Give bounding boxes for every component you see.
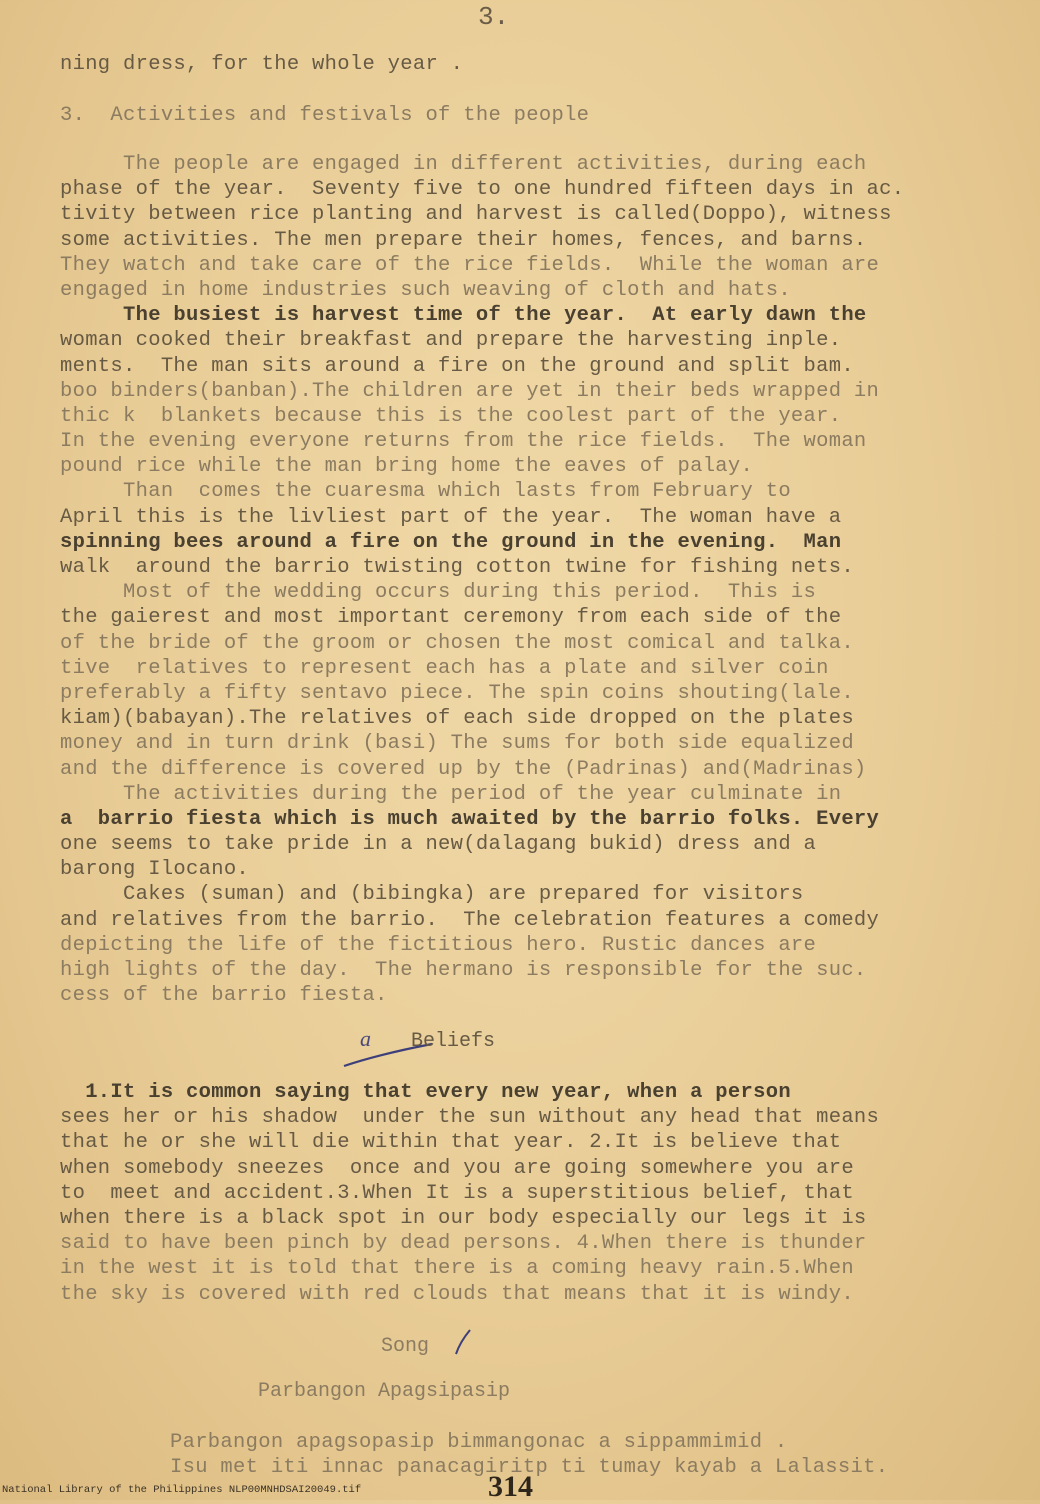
beliefs-line: sees her or his shadow under the sun without any head that means	[60, 1106, 880, 1130]
body-line: Most of the wedding occurs during this period. This is	[60, 581, 817, 605]
song-heading: Song	[381, 1335, 430, 1358]
body-line: and the difference is covered up by the (Padrinas) and(Madrinas)	[60, 757, 867, 781]
beliefs-line: 1.It is common saying that every new year, when a person	[60, 1081, 791, 1104]
body-line: The activities during the period of the year culminate in	[60, 782, 842, 806]
body-line: phase of the year. Seventy five to one hundred fifteen days in ac.	[60, 178, 905, 202]
body-line: depicting the life of the fictitious hero. Rustic dances are	[60, 933, 817, 957]
top-line: ning dress, for the whole year .	[60, 53, 464, 76]
body-line: pound rice while the man bring home the eaves of palay.	[60, 455, 754, 479]
body-line: one seems to take pride in a new(dalagang bukid) dress and a	[60, 833, 817, 857]
beliefs-line: in the west it is told that there is a coming heavy rain.5.When	[60, 1257, 854, 1281]
beliefs-line: that he or she will die within that year. 2.It is believe that	[60, 1131, 842, 1155]
body-line: Cakes (suman) and (bibingka) are prepared for visitors	[60, 883, 804, 907]
body-line: a barrio fiesta which is much awaited by the barrio folks. Every	[60, 807, 880, 831]
song-line: Isu met iti innac panacagiritp ti tumay kayab a Lalassit.	[170, 1456, 889, 1479]
body-line: cess of the barrio fiesta.	[60, 984, 388, 1008]
body-line: woman cooked their breakfast and prepare the harvesting inple.	[60, 329, 842, 353]
body-line: boo binders(banban).The children are yet in their beds wrapped in	[60, 379, 880, 403]
beliefs-heading: Beliefs	[411, 1030, 496, 1053]
body-line: engaged in home industries such weaving of cloth and hats.	[60, 278, 791, 302]
body-line: In the evening everyone returns from the rice fields. The woman	[60, 430, 867, 454]
pen-check-mark	[452, 1328, 476, 1358]
body-line: walk around the barrio twisting cotton twine for fishing nets.	[60, 556, 854, 579]
song-title: Parbangon Apagsipasip	[258, 1380, 511, 1403]
beliefs-text	[60, 1080, 879, 1307]
section-heading: 3. Activities and festivals of the people	[60, 104, 590, 127]
beliefs-line: said to have been pinch by dead persons. 4.When there is thunder	[60, 1232, 867, 1256]
body-line: preferably a fifty sentavo piece. The spin coins shouting(lale.	[60, 681, 854, 705]
body-line: April this is the livliest part of the year. The woman have a	[60, 505, 842, 529]
body-line: ments. The man sits around a fire on the ground and split bam.	[60, 354, 854, 378]
body-line: some activities. The men prepare their homes, fences, and barns.	[60, 228, 867, 252]
beliefs-line: to meet and accident.3.When It is a superstitious belief, that	[60, 1181, 854, 1205]
beliefs-line: when there is a black spot in our body especially our legs it is	[60, 1206, 867, 1230]
footer-caption: National Library of the Philippines NLP00MNHDSAI20049.tif	[2, 1484, 362, 1496]
beliefs-line: when somebody sneezes once and you are going somewhere you are	[60, 1156, 854, 1180]
body-line: spinning bees around a fire on the ground in the evening. Man	[60, 530, 842, 554]
body-line: kiam)(babayan).The relatives of each side dropped on the plates	[60, 707, 854, 731]
svg-text:a: a	[360, 1026, 371, 1051]
body-line: of the bride of the groom or chosen the most comical and talka.	[60, 631, 854, 655]
body-line: The people are engaged in different activities, during each	[60, 153, 867, 176]
body-line: Than comes the cuaresma which lasts from February to	[60, 480, 791, 504]
song-line: Parbangon apagsopasip bimmangonac a sippammimid .	[170, 1431, 788, 1454]
body-line: the gaierest and most important ceremony from each side of the	[60, 606, 842, 630]
body-line: barong Ilocano.	[60, 858, 250, 882]
beliefs-line: the sky is covered with red clouds that means that it is windy.	[60, 1282, 854, 1306]
body-line: high lights of the day. The hermano is responsible for the suc.	[60, 959, 867, 982]
page-number: 3.	[478, 2, 510, 32]
body-text	[60, 152, 904, 1008]
body-line: thic k blankets because this is the coolest part of the year.	[60, 404, 842, 428]
body-line: tive relatives to represent each has a plate and silver coin	[60, 656, 829, 680]
body-line: tivity between rice planting and harvest is called(Doppo), witness	[60, 203, 892, 227]
body-line: money and in turn drink (basi) The sums for both side equalized	[60, 732, 854, 756]
body-line: The busiest is harvest time of the year. At early dawn the	[60, 304, 867, 328]
body-line: They watch and take care of the rice fields. While the woman are	[60, 253, 880, 277]
page-stamp: 314	[488, 1470, 533, 1503]
body-line: and relatives from the barrio. The celebration features a comedy	[60, 908, 880, 932]
